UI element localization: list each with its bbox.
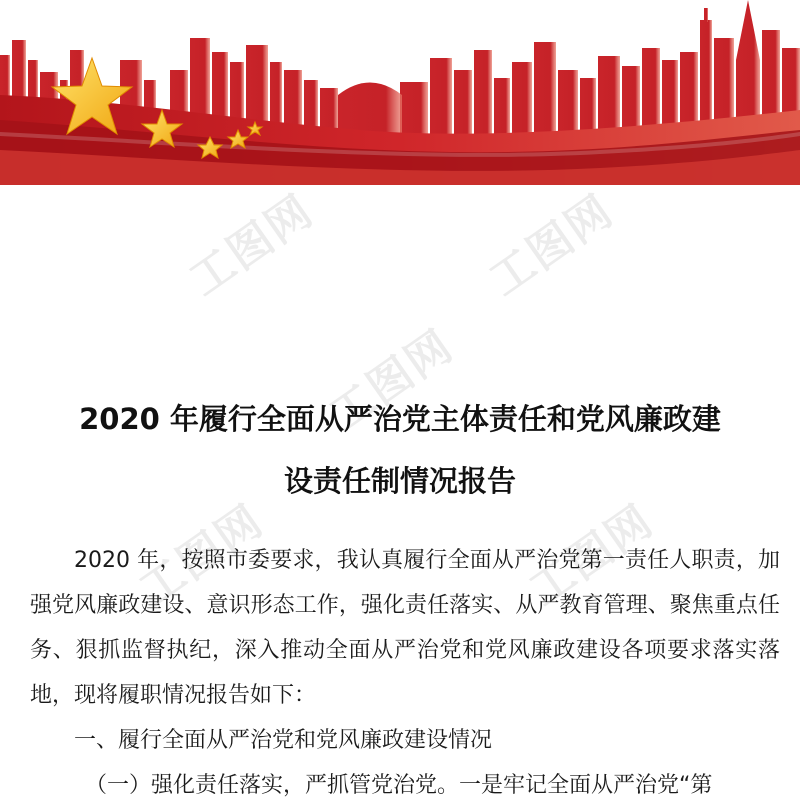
section-heading: 一、履行全面从严治党和党风廉政建设情况 (74, 728, 493, 753)
title-line-1: 2020 年履行全面从严治党主体责任和党风廉政建 (79, 402, 721, 436)
watermark: 工图网 (130, 495, 273, 617)
watermark: 工图网 (180, 185, 323, 307)
title-line-2: 设责任制情况报告 (283, 464, 516, 498)
watermark: 工图网 (480, 185, 623, 307)
subsection-paragraph: （一）强化责任落实，严抓管党治党。一是牢记全面从严治党“第 (85, 773, 713, 798)
intro-paragraph: 2020 年，按照市委要求，我认真履行全面从严治党第一责任人职责，加强党风廉政建设、意识形态工作，强化责任落实、从严教育管理、聚焦重点任务、狠抓监督执纪，深入推动全面从严治党和党风廉政建设各项要求落实落地，现将履职情况报告如下： (30, 548, 780, 708)
watermark: 工图网 (520, 495, 663, 617)
document-body (30, 538, 780, 808)
document-title (0, 388, 800, 512)
watermark: 工图网 (320, 320, 463, 442)
header-banner (0, 0, 800, 185)
